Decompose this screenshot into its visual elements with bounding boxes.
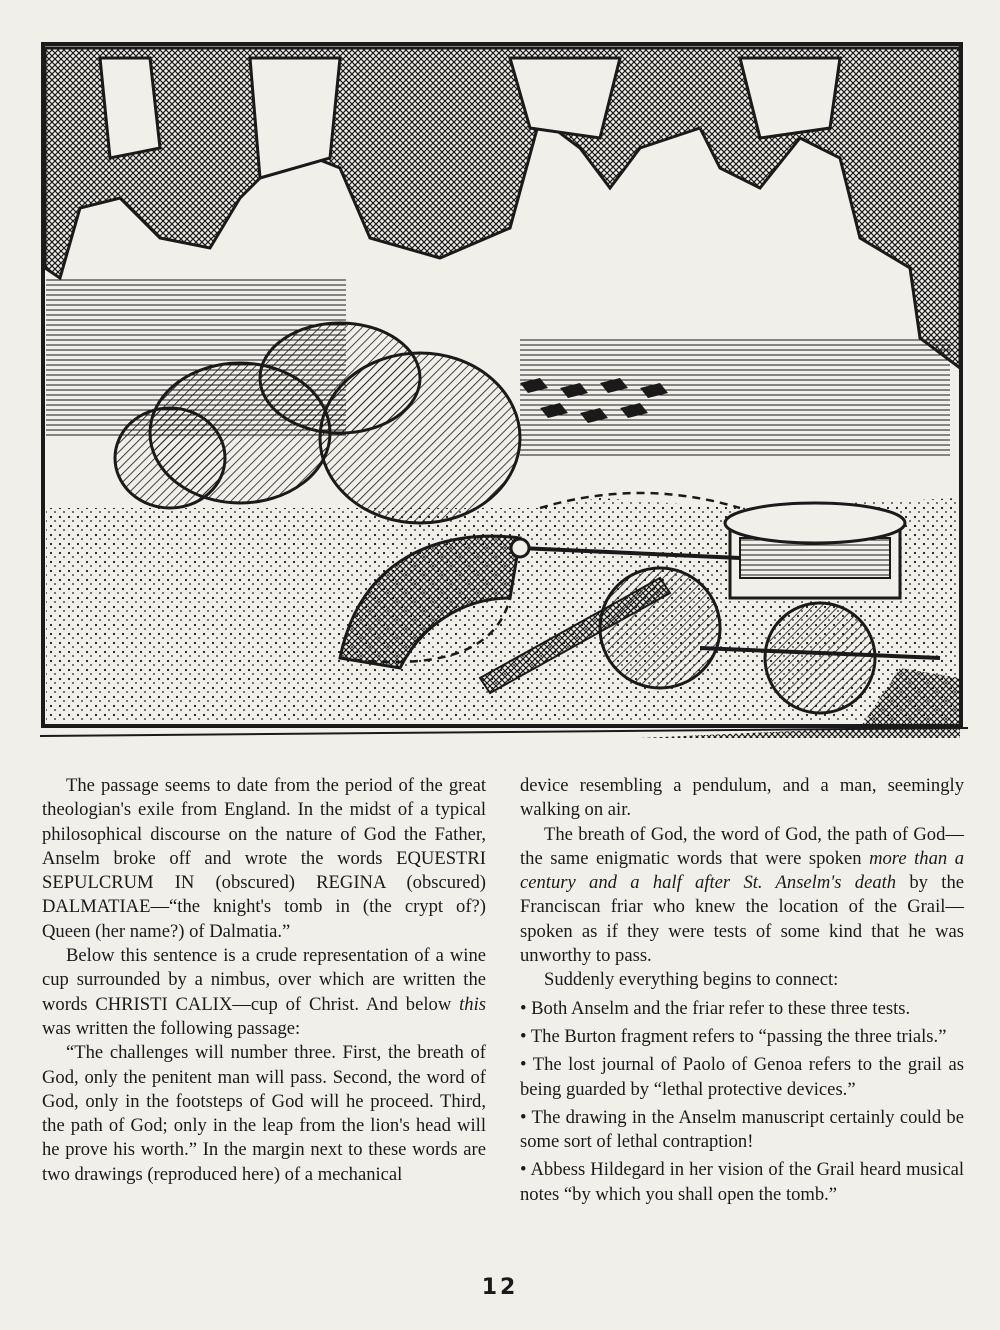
paragraph: The breath of God, the word of God, the path of God—the same enigmatic words that were spoken more than a century and a half after St. Anselm's death by the Franciscan friar who knew the location of the Grail—spoken as if they were tests of some kind that he was unworthy to pass. [520,823,964,967]
page-number: 12 [481,1275,519,1300]
bullet-item: • The Burton fragment refers to “passing the three trials.” [520,1025,947,1047]
left-text-column [42,774,486,1187]
paragraph: Suddenly everything begins to connect: [544,969,839,991]
paragraph: Below this sentence is a crude representation of a wine cup surrounded by a nimbus, over which are written the words CHRISTI CALIX—cup of Christ. And below this was written the following passage: [42,945,486,1039]
bullet-item: • Abbess Hildegard in her vision of the Grail heard musical notes “by which you shall open the tomb.” [520,1159,964,1205]
bullet-item: • The drawing in the Anselm manuscript certainly could be some sort of lethal contraption! [520,1106,964,1153]
cave-illustration [40,38,968,738]
paragraph: The passage seems to date from the period of the great theologian's exile from England. In the midst of a typical philosophical discourse on the nature of God the Father, Anselm broke off and wrote the words EQUESTRI SEPULCRUM IN (obscured) REGINA (obscured) DALMATIAE—“the knight's tomb in (the crypt of?) Queen (her name?) of Dalmatia.” [42,775,486,942]
right-text-column [520,774,964,1207]
paragraph: device resembling a pendulum, and a man, seemingly walking on air. [520,775,964,821]
bullet-item: • The lost journal of Paolo of Genoa refers to the grail as being guarded by “lethal protective devices.” [520,1054,964,1100]
bullet-item: • Both Anselm and the friar refer to these three tests. [520,997,911,1019]
paragraph: “The challenges will number three. First, the breath of God, only the penitent man will pass. Second, the word of God, only in the footsteps of God will he proceed. Third, the path of God; only in the leap from the lion's head will he prove his worth.” In the margin next to these words are two drawings (reproduced here) of a mechanical [42,1042,486,1185]
